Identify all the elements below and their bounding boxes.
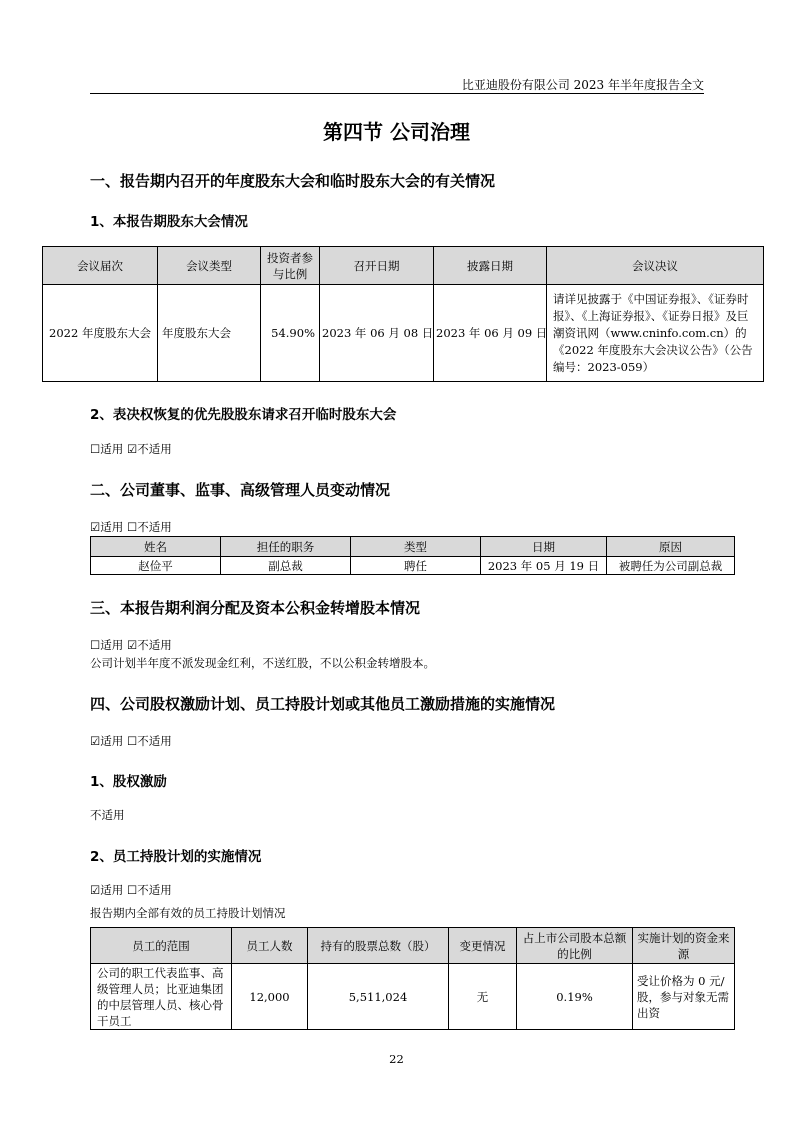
table3-cell-ratio: 0.19% <box>517 964 633 1030</box>
header-rule <box>90 93 704 94</box>
table1-cell-held-date: 2023 年 06 月 08 日 <box>320 285 434 382</box>
table2-cell-reason: 被聘任为公司副总裁 <box>607 557 735 575</box>
section-3-checkbox: ☐适用 ☑不适用 <box>90 638 172 652</box>
table2-cell-position: 副总裁 <box>221 557 351 575</box>
table1-cell-disclosed-date: 2023 年 06 月 09 日 <box>434 285 547 382</box>
section-4-sub1: 1、股权激励 <box>90 774 167 790</box>
table3-header-5: 占上市公司股本总额的比例 <box>517 928 633 964</box>
table1-header-5: 披露日期 <box>434 247 547 285</box>
section-4-sub2-text: 报告期内全部有效的员工持股计划情况 <box>90 906 286 920</box>
personnel-change-table <box>90 536 735 575</box>
table3-cell-shares: 5,511,024 <box>308 964 449 1030</box>
table1-cell-ratio: 54.90% <box>261 285 320 382</box>
section-4-checkbox: ☑适用 ☐不适用 <box>90 734 172 748</box>
table1-header-1: 会议届次 <box>43 247 158 285</box>
table1-header-4: 召开日期 <box>320 247 434 285</box>
table2-cell-type: 聘任 <box>351 557 481 575</box>
section-4-sub1-text: 不适用 <box>90 808 125 822</box>
table3-header-4: 变更情况 <box>449 928 517 964</box>
section-1-heading: 一、报告期内召开的年度股东大会和临时股东大会的有关情况 <box>90 172 496 190</box>
table1-cell-type: 年度股东大会 <box>158 285 261 382</box>
table3-cell-change: 无 <box>449 964 517 1030</box>
section-2-checkbox: ☑适用 ☐不适用 <box>90 520 172 534</box>
table3-header-3: 持有的股票总数（股） <box>308 928 449 964</box>
page-header: 比亚迪股份有限公司 2023 年半年度报告全文 <box>461 78 704 92</box>
table2-header-5: 原因 <box>607 537 735 557</box>
table1-cell-session: 2022 年度股东大会 <box>43 285 158 382</box>
page-title: 第四节 公司治理 <box>323 120 470 144</box>
table1-header-2: 会议类型 <box>158 247 261 285</box>
table2-header-1: 姓名 <box>91 537 221 557</box>
meeting-table <box>42 246 764 382</box>
table2-cell-date: 2023 年 05 月 19 日 <box>481 557 607 575</box>
table1-header-6: 会议决议 <box>547 247 764 285</box>
section-2-heading: 二、公司董事、监事、高级管理人员变动情况 <box>90 481 391 499</box>
table3-header-6: 实施计划的资金来源 <box>633 928 735 964</box>
esop-table <box>90 927 735 1030</box>
table3-header-2: 员工人数 <box>232 928 308 964</box>
table2-header-4: 日期 <box>481 537 607 557</box>
section-4-heading: 四、公司股权激励计划、员工持股计划或其他员工激励措施的实施情况 <box>90 695 556 713</box>
section-3-heading: 三、本报告期利润分配及资本公积金转增股本情况 <box>90 599 421 617</box>
table2-header-2: 担任的职务 <box>221 537 351 557</box>
table3-cell-scope: 公司的职工代表监事、高级管理人员；比亚迪集团的中层管理人员、核心骨干员工 <box>91 964 232 1030</box>
section-4-sub2: 2、员工持股计划的实施情况 <box>90 849 262 865</box>
section-4-sub2-checkbox: ☑适用 ☐不适用 <box>90 883 172 897</box>
table2-header-3: 类型 <box>351 537 481 557</box>
table3-cell-count: 12,000 <box>232 964 308 1030</box>
section-1-sub2: 2、表决权恢复的优先股股东请求召开临时股东大会 <box>90 407 397 423</box>
table2-cell-name: 赵俭平 <box>91 557 221 575</box>
table3-cell-funding: 受让价格为 0 元/股，参与对象无需出资 <box>633 964 735 1030</box>
section-3-text: 公司计划半年度不派发现金红利，不送红股，不以公积金转增股本。 <box>90 656 435 670</box>
table3-header-1: 员工的范围 <box>91 928 232 964</box>
table1-cell-resolution: 请详见披露于《中国证券报》、《证券时报》、《上海证券报》、《证券日报》及巨潮资讯网（www.cninfo.com.cn）的《2022 年度股东大会决议公告》（公告编号：2023-059） <box>547 285 764 382</box>
section-1-sub2-checkbox: ☐适用 ☑不适用 <box>90 442 172 456</box>
section-1-sub1: 1、本报告期股东大会情况 <box>90 214 248 230</box>
page-number: 22 <box>389 1052 404 1066</box>
table1-header-3: 投资者参与比例 <box>261 247 320 285</box>
